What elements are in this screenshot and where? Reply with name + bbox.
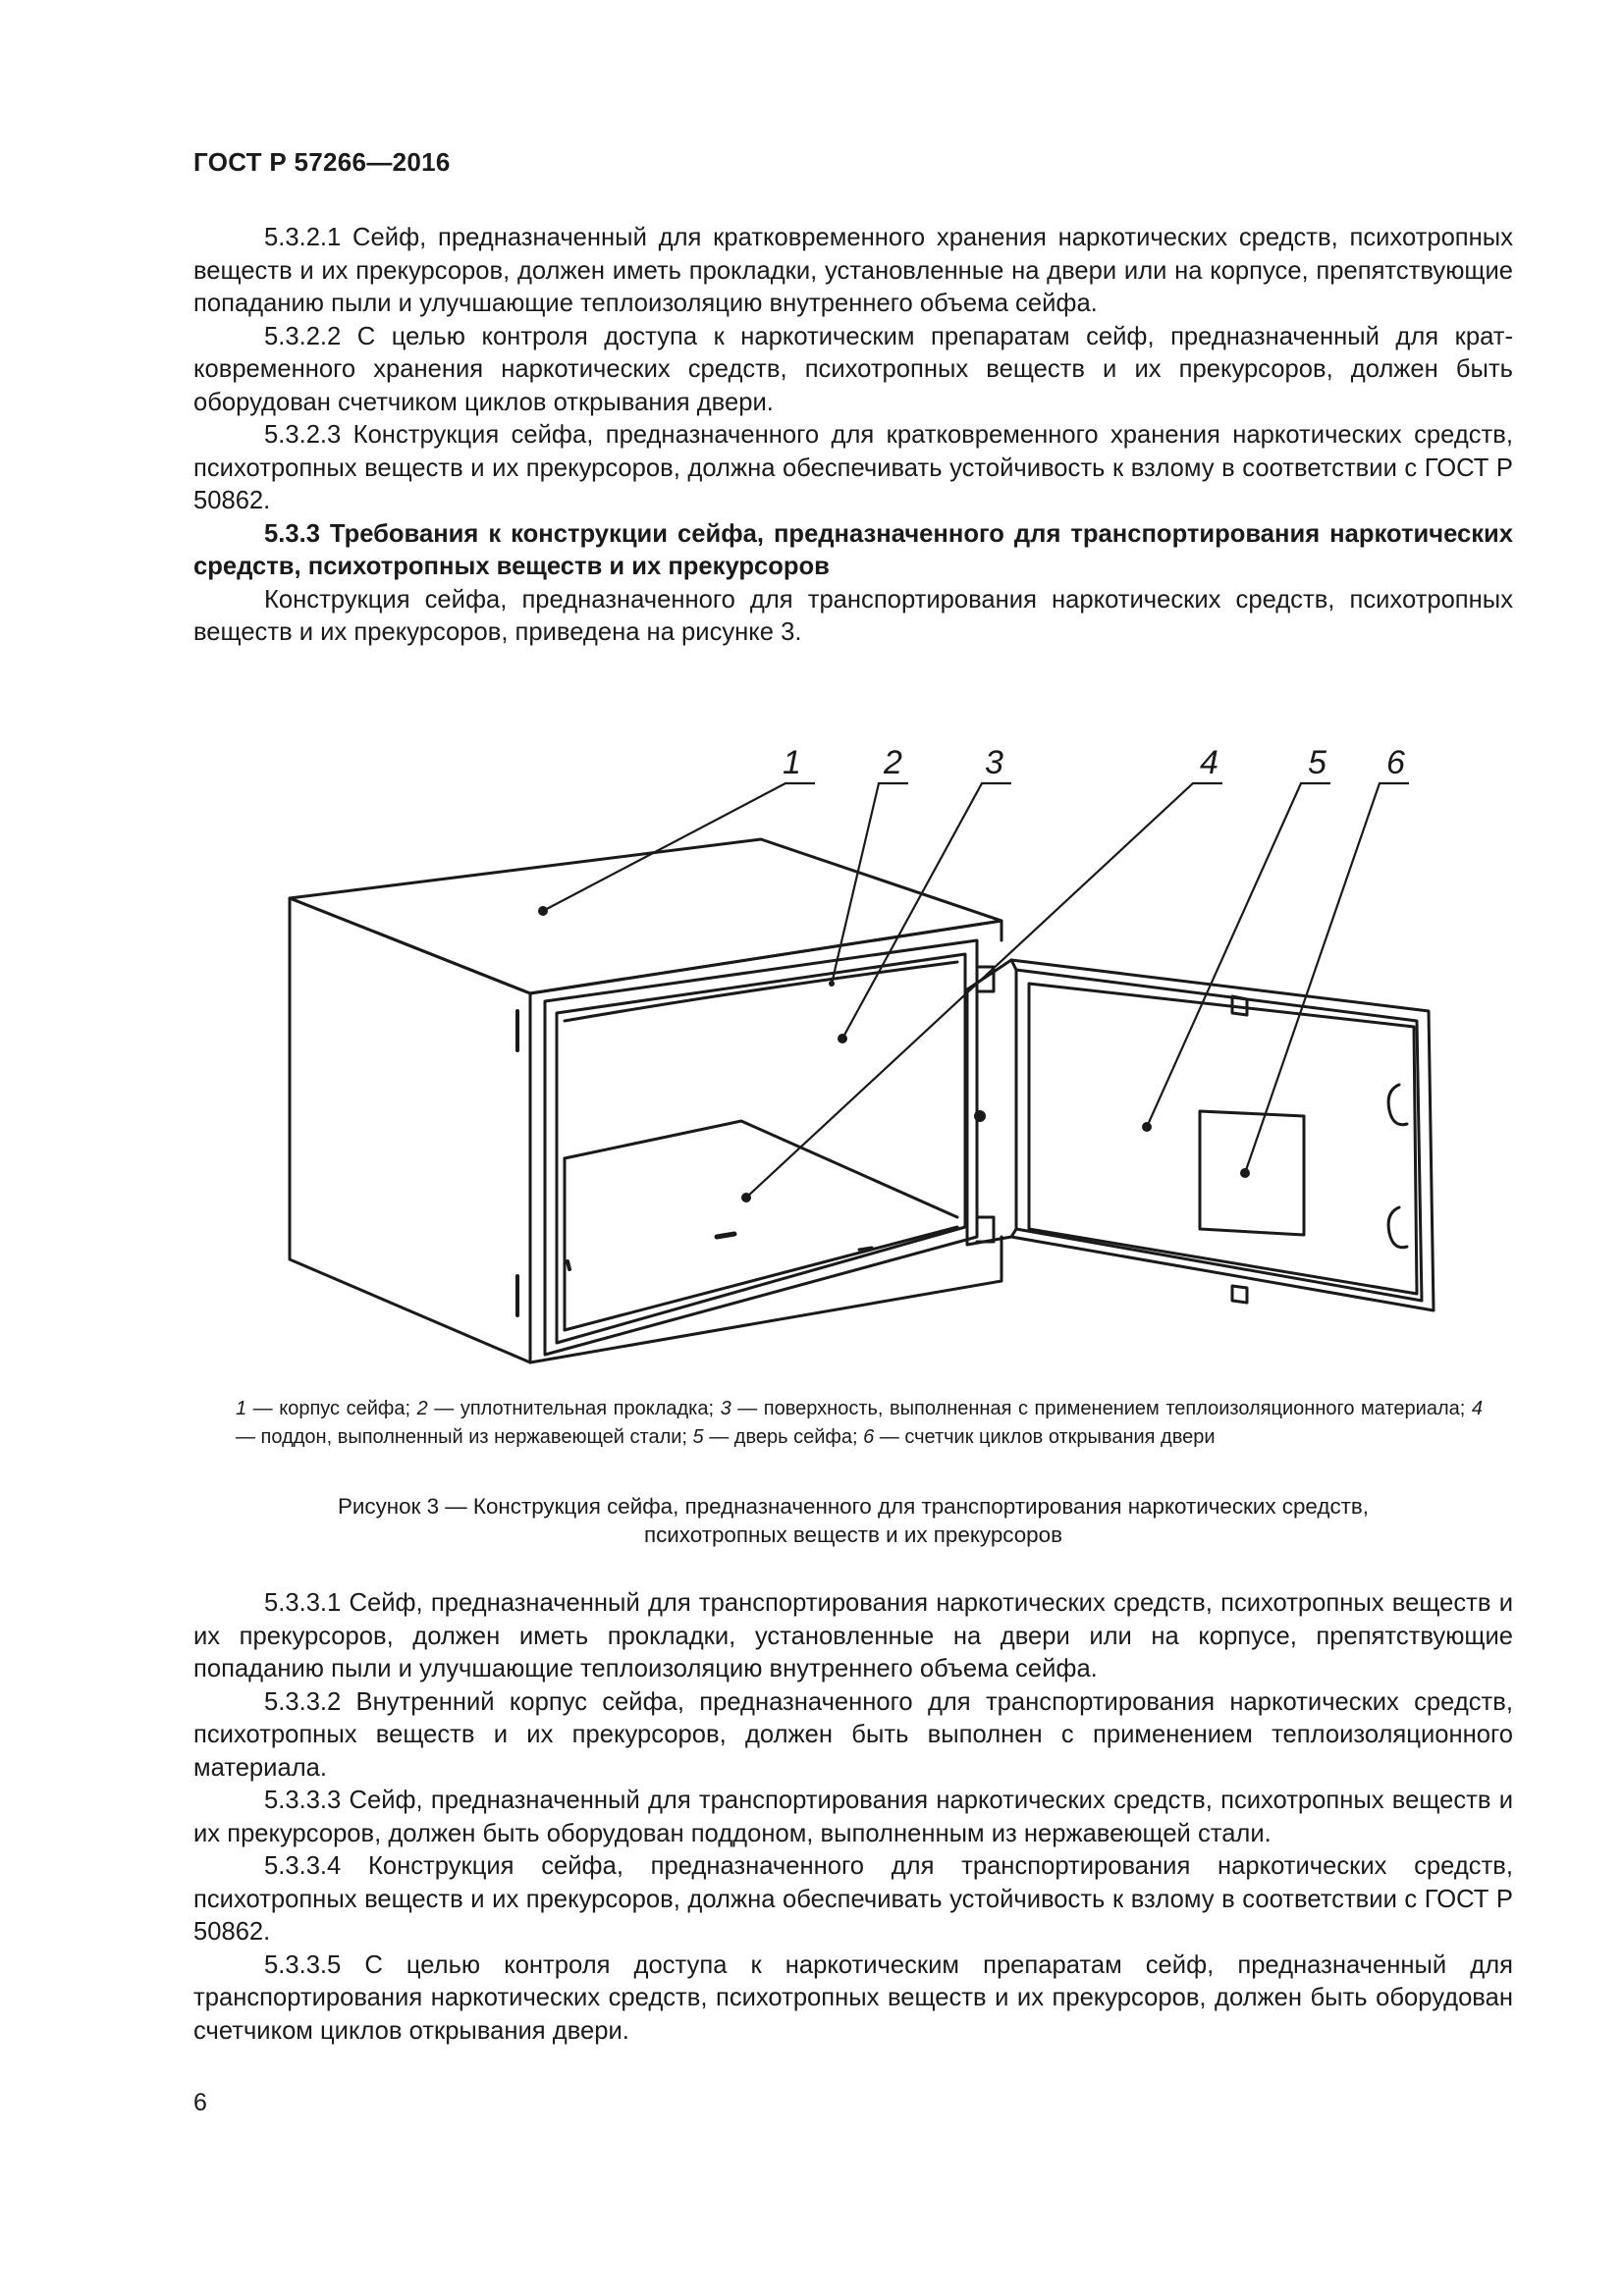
figure-legend <box>236 1395 1483 1452</box>
paragraph-5-3-3-4: 5.3.3.4 Конструкция сейфа, предназначенного для транспортирования наркотических средств, психотропных веществ и их прекурсоров, должна обеспечивать устойчивость к взлому в соответствии с ГОСТ Р 50862. <box>193 1852 1513 1946</box>
legend-num-6: 6 <box>863 1426 875 1448</box>
figure-caption <box>193 1492 1513 1549</box>
safe-door-inner-panel <box>1029 984 1417 1294</box>
callout-1: 1 <box>783 744 801 781</box>
figure-safe-drawing <box>0 726 1624 1364</box>
legend-num-5: 5 <box>692 1426 704 1448</box>
legend-num-1: 1 <box>236 1398 247 1419</box>
paragraph-5-3-3-2: 5.3.3.2 Внутренний корпус сейфа, предназначенного для транспортирования наркотических средств, психотропных веществ и их прекурсоров, должен быть выполнен с применением теплоизоляционного материала. <box>193 1687 1513 1782</box>
paragraph-5-3-2-2: 5.3.2.2 С целью контроля доступа к наркотическим препаратам сейф, предназначенный для кратковременного хранения наркотических средств, психотропных веществ и их прекурсоров, должен быть оборудован счетчиком циклов открывания двери. <box>193 322 1513 416</box>
document-header-id: ГОСТ Р 57266—2016 <box>193 147 451 177</box>
callout-5: 5 <box>1308 744 1326 781</box>
legend-num-4: 4 <box>1471 1398 1483 1419</box>
paragraph-5-3-3-3: 5.3.3.3 Сейф, предназначенный для транспортирования наркотических средств, психотропных веществ и их прекурсоров, должен быть оборудован поддоном, выполненным из нержавеющей стали. <box>193 1787 1513 1847</box>
legend-text-4: — поддон, выполненный из нержавеющей стали; <box>236 1426 693 1448</box>
section-top-text <box>193 222 1513 650</box>
door-cycle-counter <box>1200 1111 1304 1235</box>
page-number: 6 <box>193 2089 207 2116</box>
heading-5-3-3: 5.3.3 Требования к конструкции сейфа, предназначенного для транспортирования наркотических средств, психотропных веществ и их прекурсоров <box>193 519 1513 580</box>
callout-3: 3 <box>985 744 1003 781</box>
paragraph-5-3-3-5: 5.3.3.5 С целью контроля доступа к наркотическим препаратам сейф, предназначенный для транспортирования наркотических средств, психотропных веществ и их прекурсоров, должен быть оборудован счетчиком циклов открывания двери. <box>193 1950 1513 2045</box>
paragraph-5-3-2-1: 5.3.2.1 Сейф, предназначенный для кратковременного хранения наркотических средств, психотропных веществ и их прекурсоров, должен иметь прокладки, установленные на двери или на корпусе, препятствующие попаданию пыли и улучшающие теплоизоляцию внутреннего объема сейфа. <box>193 224 1513 317</box>
legend-text-1: — корпус сейфа; <box>246 1398 417 1419</box>
section-bottom-text <box>193 1587 1513 2048</box>
legend-text-6: — счетчик циклов открывания двери <box>874 1426 1216 1448</box>
callout-6: 6 <box>1386 744 1405 781</box>
paragraph-5-3-3-1: 5.3.3.1 Сейф, предназначенный для транспортирования наркотических средств, психотропных веществ и их прекурсоров, должен иметь прокладки, установленные на двери или на корпусе, препятствующие попаданию пыли и улучшающие теплоизоляцию внутреннего объема сейфа. <box>193 1589 1513 1682</box>
legend-text-5: — дверь сейфа; <box>703 1426 864 1448</box>
paragraph-figure-intro: Конструкция сейфа, предназначенного для транспортирования наркотических средств, психотропных веществ и их прекурсоров, приведена на рисунке 3. <box>193 585 1513 646</box>
legend-text-2: — уплотнительная прокладка; <box>427 1398 721 1419</box>
figure-caption-line-2: психотропных веществ и их прекурсоров <box>643 1522 1062 1547</box>
safe-left-face <box>290 898 530 1362</box>
legend-num-2: 2 <box>416 1398 428 1419</box>
legend-num-3: 3 <box>720 1398 731 1419</box>
paragraph-5-3-2-3: 5.3.2.3 Конструкция сейфа, предназначенного для кратковременного хранения наркотических средств, психотропных веществ и их прекурсоров, должна обеспечивать устойчивость к взлому в соответствии с ГОСТ Р 50862. <box>193 421 1513 514</box>
callout-2: 2 <box>884 744 902 781</box>
safe-tray <box>565 1121 957 1217</box>
legend-text-3: — поверхность, выполненная с применением теплоизоляционного материала; <box>731 1398 1472 1419</box>
figure-caption-line-1: Рисунок 3 — Конструкция сейфа, предназначенного для транспортирования наркотических средств, <box>337 1494 1370 1519</box>
callout-4: 4 <box>1200 744 1218 781</box>
